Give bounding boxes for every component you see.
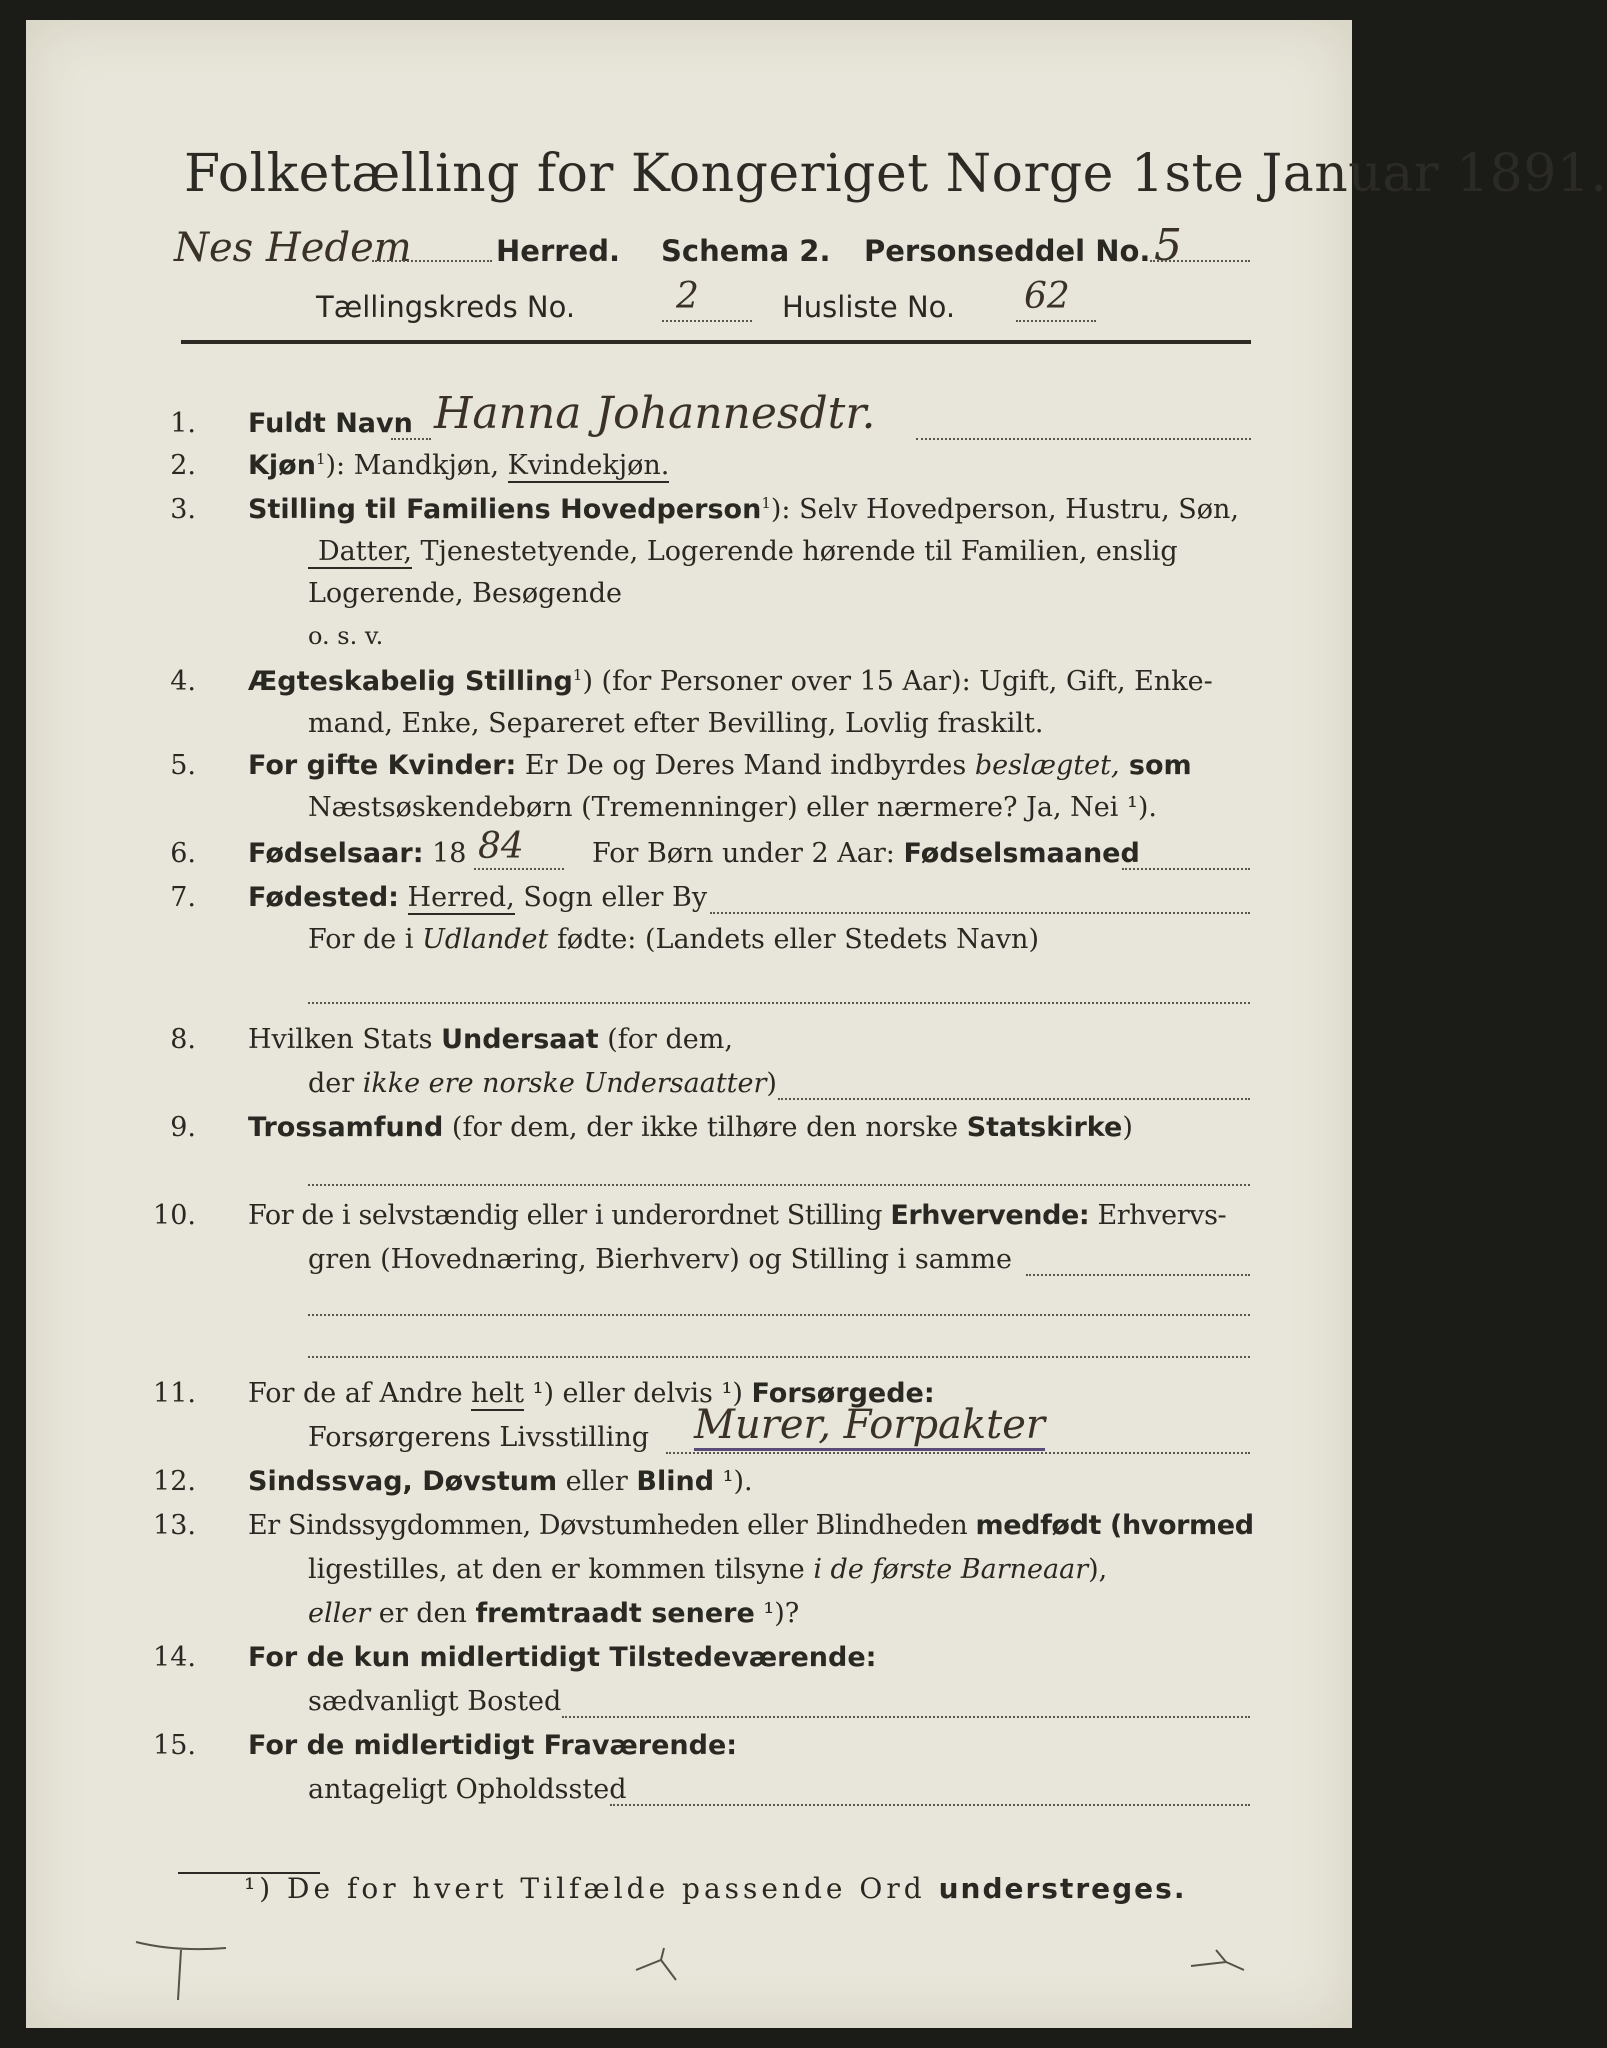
item-label: Fuldt Navn	[248, 408, 413, 439]
item-label: Forsørgede:	[751, 1378, 935, 1409]
footnote-bold: understreges.	[938, 1872, 1187, 1905]
item-label: Fødselsmaaned	[903, 838, 1140, 869]
underlined-choice: Kvindekjøn.	[507, 450, 670, 481]
item-text: ¹) eller delvis ¹)	[524, 1378, 752, 1409]
item-text: eller	[557, 1466, 637, 1497]
month-leader	[1122, 868, 1250, 870]
item-text: ¹)?	[754, 1598, 800, 1629]
header-rule	[181, 340, 1251, 344]
item-13-line2	[308, 1554, 1107, 1585]
item-text: Hvilken Stats	[248, 1024, 442, 1055]
item-text: )	[1122, 1112, 1133, 1143]
item-7-line2	[308, 924, 1039, 955]
herred-label: Herred.	[496, 234, 620, 268]
item-number: 15.	[153, 1730, 196, 1761]
item-number: 5.	[170, 750, 196, 781]
item-text: For de af Andre	[248, 1378, 472, 1409]
item-number: 8.	[170, 1024, 196, 1055]
item-text: (hvormed	[1101, 1510, 1254, 1541]
item-label: fremtraadt senere	[475, 1598, 755, 1629]
kreds-value: 2	[676, 276, 699, 317]
item-8-line2	[308, 1068, 777, 1099]
item-text: ¹).	[714, 1466, 753, 1497]
item-text: eller	[308, 1598, 371, 1629]
birthplace-leader	[710, 912, 1250, 914]
item-text: er den	[370, 1598, 476, 1629]
item-text: beslægtet,	[974, 750, 1120, 781]
item-2-line	[248, 450, 669, 481]
item-12-line	[248, 1466, 753, 1497]
footnote-mark: 1	[572, 666, 583, 684]
item-text: Sogn eller By	[514, 882, 708, 913]
footnote-mark: 1	[315, 450, 326, 468]
full-name-value: Hanna Johannesdtr.	[434, 388, 876, 439]
item-text: Er Sindssygdommen, Døvstumheden eller Blindheden	[248, 1510, 976, 1541]
item-label: Kjøn	[248, 450, 316, 481]
item-text: Er De og Deres Mand indbyrdes	[516, 750, 975, 781]
item-label: For	[248, 750, 307, 781]
item-text: antageligt Opholdssted	[308, 1774, 627, 1805]
schema-label: Schema 2.	[661, 234, 831, 268]
item-number: 6.	[170, 838, 196, 869]
item-text: fødte: (Landets eller Stedets Navn)	[548, 924, 1039, 955]
item-label: Blind	[636, 1466, 715, 1497]
footnote-text: ¹) De for hvert Tilfælde passende Ord	[244, 1872, 939, 1905]
item-text: ): Mandkjøn,	[325, 450, 508, 481]
item-text: mand, Enke, Separeret efter Bevilling, Lovlig fraskilt.	[308, 708, 1044, 739]
kreds-leader	[662, 320, 752, 322]
item-6-line	[248, 838, 466, 869]
item-text: 18	[423, 838, 467, 869]
item-number: 12.	[153, 1466, 196, 1497]
item-7-line1	[248, 882, 707, 913]
item-label: gifte Kvinder:	[306, 750, 517, 781]
husliste-value: 62	[1024, 276, 1070, 317]
item-13-line3	[308, 1598, 799, 1629]
blank-leader	[308, 1356, 1250, 1358]
item-text: )	[766, 1068, 777, 1099]
item-label: Fødested:	[248, 882, 399, 913]
item-text: Logerende, Besøgende	[308, 578, 622, 609]
blank-leader	[308, 1314, 1250, 1316]
item-text: Udlandet	[422, 924, 549, 955]
item-text: ikke ere norske Undersaatter	[362, 1068, 767, 1099]
item-label: Fødselsaar:	[248, 838, 424, 869]
item-label: Trossamfund	[248, 1112, 444, 1143]
binding-marks	[116, 1930, 1316, 2020]
husliste-leader	[1016, 320, 1096, 322]
provider-occupation-value	[694, 1402, 1045, 1448]
item-number: 3.	[170, 494, 196, 525]
item-number: 13.	[153, 1510, 196, 1541]
blank-leader	[308, 1184, 1250, 1186]
item-8-line1	[248, 1024, 733, 1055]
residence-leader	[562, 1716, 1250, 1718]
item-text: der	[308, 1068, 363, 1099]
item-label: Stilling til Familiens Hovedperson	[248, 494, 762, 525]
item-label: Statskirke	[966, 1112, 1123, 1143]
form-title: Folketælling for Kongeriget Norge 1ste Januar 1891.	[184, 144, 1607, 204]
census-form-page	[26, 20, 1607, 2028]
name-leader	[391, 438, 431, 440]
personseddel-leader	[1150, 260, 1250, 262]
item-number: 14.	[153, 1642, 196, 1673]
item-text: (for dem,	[598, 1024, 733, 1055]
item-9-line	[248, 1112, 1133, 1143]
birth-year-value: 84	[478, 826, 524, 867]
underlined-choice: Herred,	[407, 882, 515, 913]
item-text: i de første Barneaar	[813, 1554, 1089, 1585]
item-text: ligestilles, at den er kommen tilsyne	[308, 1554, 814, 1585]
kreds-label: Tællingskreds No.	[316, 290, 576, 324]
item-4-line1	[248, 666, 1213, 697]
item-label: For de kun midlertidigt Tilstedeværende:	[248, 1642, 877, 1673]
handwritten-entry: Murer, Forpakter	[694, 1402, 1045, 1451]
item-text: For de i	[308, 924, 423, 955]
item-text: ) (for Personer over 15 Aar): Ugift, Gift, Enke-	[582, 666, 1213, 697]
item-number: 10.	[153, 1200, 196, 1231]
item-text: ): Selv Hovedperson, Hustru, Søn,	[770, 494, 1239, 525]
item-text: gren (Hovednæring, Bierhverv) og Stilling i samme	[308, 1244, 1013, 1275]
item-text: Erhvervs-	[1089, 1200, 1227, 1231]
item-text: For Børn under 2 Aar:	[592, 838, 904, 869]
year-leader	[474, 868, 564, 870]
item-label: Erhvervende:	[890, 1200, 1090, 1231]
item-3-line2	[308, 536, 1178, 567]
blank-leader	[308, 1002, 1250, 1004]
footnote-mark: 1	[761, 494, 771, 512]
item-number: 2.	[170, 450, 196, 481]
underlined-choice: helt	[471, 1378, 525, 1409]
item-5-line1	[248, 750, 1192, 781]
item-3-line1	[248, 494, 1239, 525]
herred-leader	[372, 260, 492, 262]
husliste-label: Husliste No.	[782, 290, 956, 324]
item-text: For de i selvstændig eller i underordnet Stilling	[248, 1200, 891, 1231]
herred-value: Nes Hedem	[174, 225, 412, 271]
item-number: 1.	[170, 408, 196, 439]
item-label: Ægteskabelig Stilling	[248, 666, 573, 697]
item-6-line-b	[592, 838, 1140, 869]
item-label: Undersaat	[441, 1024, 599, 1055]
item-text: o. s. v.	[308, 622, 384, 650]
occupation-leader	[1026, 1274, 1250, 1276]
item-number: 7.	[170, 882, 196, 913]
item-text: ),	[1088, 1554, 1108, 1585]
underlined-choice: Datter,	[308, 536, 412, 569]
item-number: 11.	[153, 1378, 196, 1409]
citizenship-leader	[778, 1098, 1250, 1100]
item-text: Næstsøskendebørn (Tremenninger) eller nærmere? Ja, Nei ¹).	[308, 792, 1157, 823]
personseddel-value: 5	[1154, 220, 1182, 271]
footnote	[244, 1872, 1186, 1905]
personseddel-label: Personseddel No.	[864, 234, 1151, 268]
item-text: sædvanligt Bosted	[308, 1686, 562, 1717]
item-number: 4.	[170, 666, 196, 697]
item-label: For de midlertidigt Fraværende:	[248, 1730, 738, 1761]
item-text: som	[1119, 750, 1192, 781]
item-13-line1	[248, 1510, 1254, 1541]
item-number: 9.	[170, 1112, 196, 1143]
item-10-line1	[248, 1200, 1226, 1231]
item-text: Forsørgerens Livsstilling	[308, 1422, 650, 1453]
name-leader-end	[916, 438, 1251, 440]
item-label: medfødt	[975, 1510, 1102, 1541]
stay-leader	[610, 1804, 1250, 1806]
provider-leader	[666, 1452, 1250, 1454]
item-text: Tjenestetyende, Logerende hørende til Familien, enslig	[411, 536, 1178, 567]
item-text: (for dem, der ikke tilhøre den norske	[443, 1112, 967, 1143]
item-label: Sindssvag, Døvstum	[248, 1466, 558, 1497]
